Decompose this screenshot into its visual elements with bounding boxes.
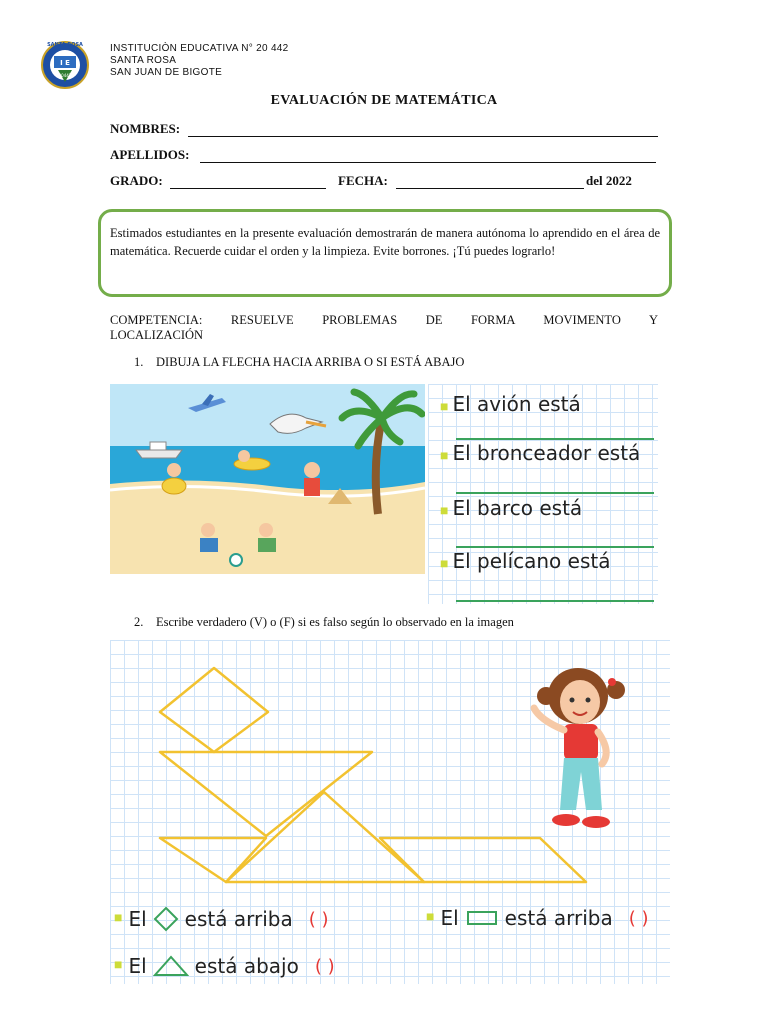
institution-name: INSTITUCIÒN EDUCATIVA N° 20 442 bbox=[110, 43, 289, 54]
answer-parentheses[interactable]: ( ) bbox=[308, 908, 329, 930]
logo-top-text: SANTA ROSA bbox=[47, 42, 83, 48]
tangram-triangle-large bbox=[160, 752, 372, 836]
tangram-parallelogram bbox=[380, 838, 586, 882]
answer-parentheses[interactable]: ( ) bbox=[314, 955, 335, 977]
bullet-icon: ■ bbox=[114, 911, 123, 926]
q1-item-sunscreen bbox=[440, 441, 640, 465]
q1-item-airplane bbox=[440, 392, 581, 416]
q1-item-pelican bbox=[440, 549, 610, 573]
institution-location: SAN JUAN DE BIGOTE bbox=[110, 67, 223, 78]
q2-prefix: El bbox=[440, 906, 459, 930]
girl-illustration bbox=[520, 660, 640, 836]
triangle-shape-icon bbox=[153, 954, 189, 978]
q2-prefix: El bbox=[128, 954, 147, 978]
q2-number: 2. bbox=[134, 615, 144, 629]
q1-item-label: El pelícano está bbox=[452, 549, 611, 573]
bullet-icon: ■ bbox=[440, 400, 449, 415]
rectangle-shape-icon bbox=[465, 907, 499, 929]
diamond-shape-icon bbox=[153, 906, 179, 932]
q1-number: 1. bbox=[134, 355, 144, 369]
tangram-square-shape bbox=[160, 668, 268, 752]
school-logo bbox=[40, 38, 90, 90]
q1-answer-line-airplane[interactable] bbox=[456, 438, 654, 440]
apellidos-label: APELLIDOS: bbox=[110, 147, 190, 162]
q2-statement-square bbox=[114, 906, 329, 932]
q2-prefix: El bbox=[128, 907, 147, 931]
bullet-icon: ■ bbox=[440, 557, 449, 572]
apellidos-input-line[interactable] bbox=[200, 162, 656, 163]
q1-item-label: El barco está bbox=[452, 496, 583, 520]
page-title: EVALUACIÓN DE MATEMÁTICA bbox=[270, 93, 498, 108]
logo-number: 20442 bbox=[58, 73, 72, 78]
instructions-text: Estimados estudiantes en la presente evaluación demostrarán de manera autónoma lo aprendido en el área de matemática. Recuerde cuidar el orden y la limpieza. Evite borrones. ¡Tú puedes lograrlo! bbox=[110, 226, 660, 258]
q1-answer-line-pelican[interactable] bbox=[456, 600, 654, 602]
q1-item-label: El avión está bbox=[452, 392, 581, 416]
q1-item-boat bbox=[440, 496, 582, 520]
q2-suffix: está arriba bbox=[184, 907, 293, 931]
beach-illustration bbox=[110, 384, 425, 574]
q2-statement-parallelogram bbox=[426, 906, 649, 930]
grado-label: GRADO: bbox=[110, 173, 163, 188]
logo-center-text: I E bbox=[60, 59, 70, 67]
q1-text: DIBUJA LA FLECHA HACIA ARRIBA O SI ESTÁ ABAJO bbox=[156, 355, 465, 369]
bullet-icon: ■ bbox=[440, 504, 449, 519]
grado-input-line[interactable] bbox=[170, 188, 326, 189]
q2-text: Escribe verdadero (V) o (F) si es falso según lo observado en la imagen bbox=[156, 615, 514, 629]
bullet-icon: ■ bbox=[114, 958, 123, 973]
competencia-text: COMPETENCIA: RESUELVE PROBLEMAS DE FORMA MOVIMENTO Y bbox=[110, 313, 658, 327]
nombres-input-line[interactable] bbox=[188, 136, 658, 137]
institution-header bbox=[110, 43, 289, 79]
bullet-icon: ■ bbox=[440, 449, 449, 464]
nombres-label: NOMBRES: bbox=[110, 121, 181, 136]
q1-answer-line-boat[interactable] bbox=[456, 546, 654, 548]
fecha-label: FECHA: bbox=[338, 173, 388, 188]
fecha-input-line[interactable] bbox=[396, 188, 584, 189]
q1-item-label: El bronceador está bbox=[452, 441, 641, 465]
bullet-icon: ■ bbox=[426, 910, 435, 925]
answer-parentheses[interactable]: ( ) bbox=[628, 907, 649, 929]
q2-suffix: está abajo bbox=[194, 954, 299, 978]
q2-statement-triangle bbox=[114, 954, 335, 978]
institution-place: SANTA ROSA bbox=[110, 55, 177, 66]
fecha-year: del 2022 bbox=[586, 173, 632, 188]
q2-suffix: está arriba bbox=[504, 906, 613, 930]
competencia-text-2: LOCALIZACIÓN bbox=[110, 328, 204, 342]
q1-answer-line-sunscreen[interactable] bbox=[456, 492, 654, 494]
